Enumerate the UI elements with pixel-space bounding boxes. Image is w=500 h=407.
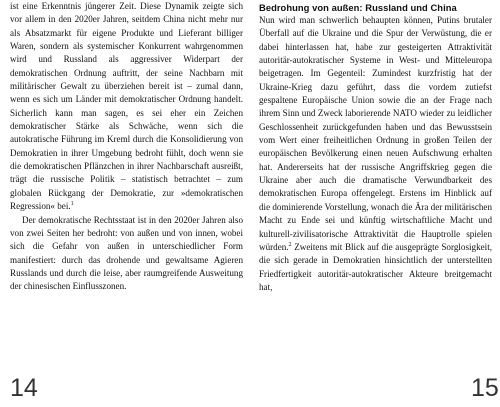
footnote-marker[interactable]: 1: [70, 201, 74, 208]
paragraph-text: Der demokratische Rechtsstaat ist in den 2020er Jahren also von zwei Seiten her bedroht: von außen und von innen, wobei sich die Gefahr von außen in unterschiedlicher Form manifestiert: durch das drohende und gewaltsame Agieren Russlands und durch die leise, aber raumgreifende Ausweitung der chinesischen Einflusszonen.: [10, 214, 243, 292]
left-text-column: [10, 0, 243, 294]
paragraph-text: ist eine Erkenntnis jüngerer Zeit. Diese Dynamik zeigte sich vor allem in den 2020er Jahren, seitdem China nicht mehr nur als Absatzmarkt für eigene Produkte und Lieferant billiger Waren, sondern als systemischer Konkurrent wahrgenommen wird und Russland als aggressiver Widerpart der demokratischen Ordnung auftritt, der seine Nachbarn mit militärischer Gewalt zu überziehen bereit ist – zumal dann, wenn es sich um Länder mit demokratischer Ordnung handelt. Sicherlich kann man sagen, es sei eher ein Zeichen demokratischer Stärke als Schwäche, wenn sich die autokratische Führung im Kreml durch die Konsolidierung von Demokratien in ihrer Umgebung bedroht fühlt, doch wenn sie die demokratischen Pflänzchen in ihrer Nachbarschaft ausreißt, trägt die russische Politik – statistisch betrachtet – zum globalen Rückgang der Demokratie, zur »demokratischen Regression« bei.: [10, 1, 243, 212]
page-number: 15: [471, 374, 499, 402]
footnote-marker[interactable]: 2: [288, 241, 292, 248]
paragraph-text: Nun wird man schwerlich behaupten können, Putins brutaler Überfall auf die Ukraine und die Spur der Verwüstung, die er dabei hinterlassen hat, habe zur gesteigerten Attraktivität autoritär-autokratischer Systeme in West- und Mitteleuropa beigetragen. Im Gegenteil: Zumindest kurzfristig hat der Ukraine-Krieg dazu geführt, dass die vordem zutiefst gespaltene Europäische Union sowie die an der Frage nach ihrem Sinn und Zweck laborierende NATO wieder zu leidlicher Geschlossenheit zurückgefunden haben und das Bewusstsein vom Wert einer freiheitlichen Ordnung in großen Teilen der europäischen Bevölkerung einen neuen Aufschwung erhalten hat. Andererseits hat der russische Angriffskrieg gegen die Ukraine aber auch die dramatische Verwundbarkeit des demokratischen Europa offengelegt. Erstens im Hinblick auf die dominierende Vorstellung, wonach die Ära der militärischen Macht zu Ende sei und künftig wirtschaftliche Macht und kulturell-zivilisatorische Attraktivität die Hauptrolle spielen würden.: [259, 15, 493, 252]
right-text-column: [259, 2, 492, 294]
section-heading: Bedrohung von außen: Russland und China: [259, 2, 457, 13]
body-paragraph: [10, 0, 243, 214]
body-paragraph: [10, 214, 243, 294]
paragraph-text-continued: Zweitens mit Blick auf die ausgeprägte Sorglosigkeit, die sich gerade in Demokratien hinsichtlich der unterstellten Friedfertigkeit autoritär-autokratischer Akteure breitgemacht hat,: [259, 241, 492, 292]
right-page: [250, 0, 500, 407]
page-number: 14: [10, 374, 38, 402]
body-paragraph: [259, 14, 492, 294]
